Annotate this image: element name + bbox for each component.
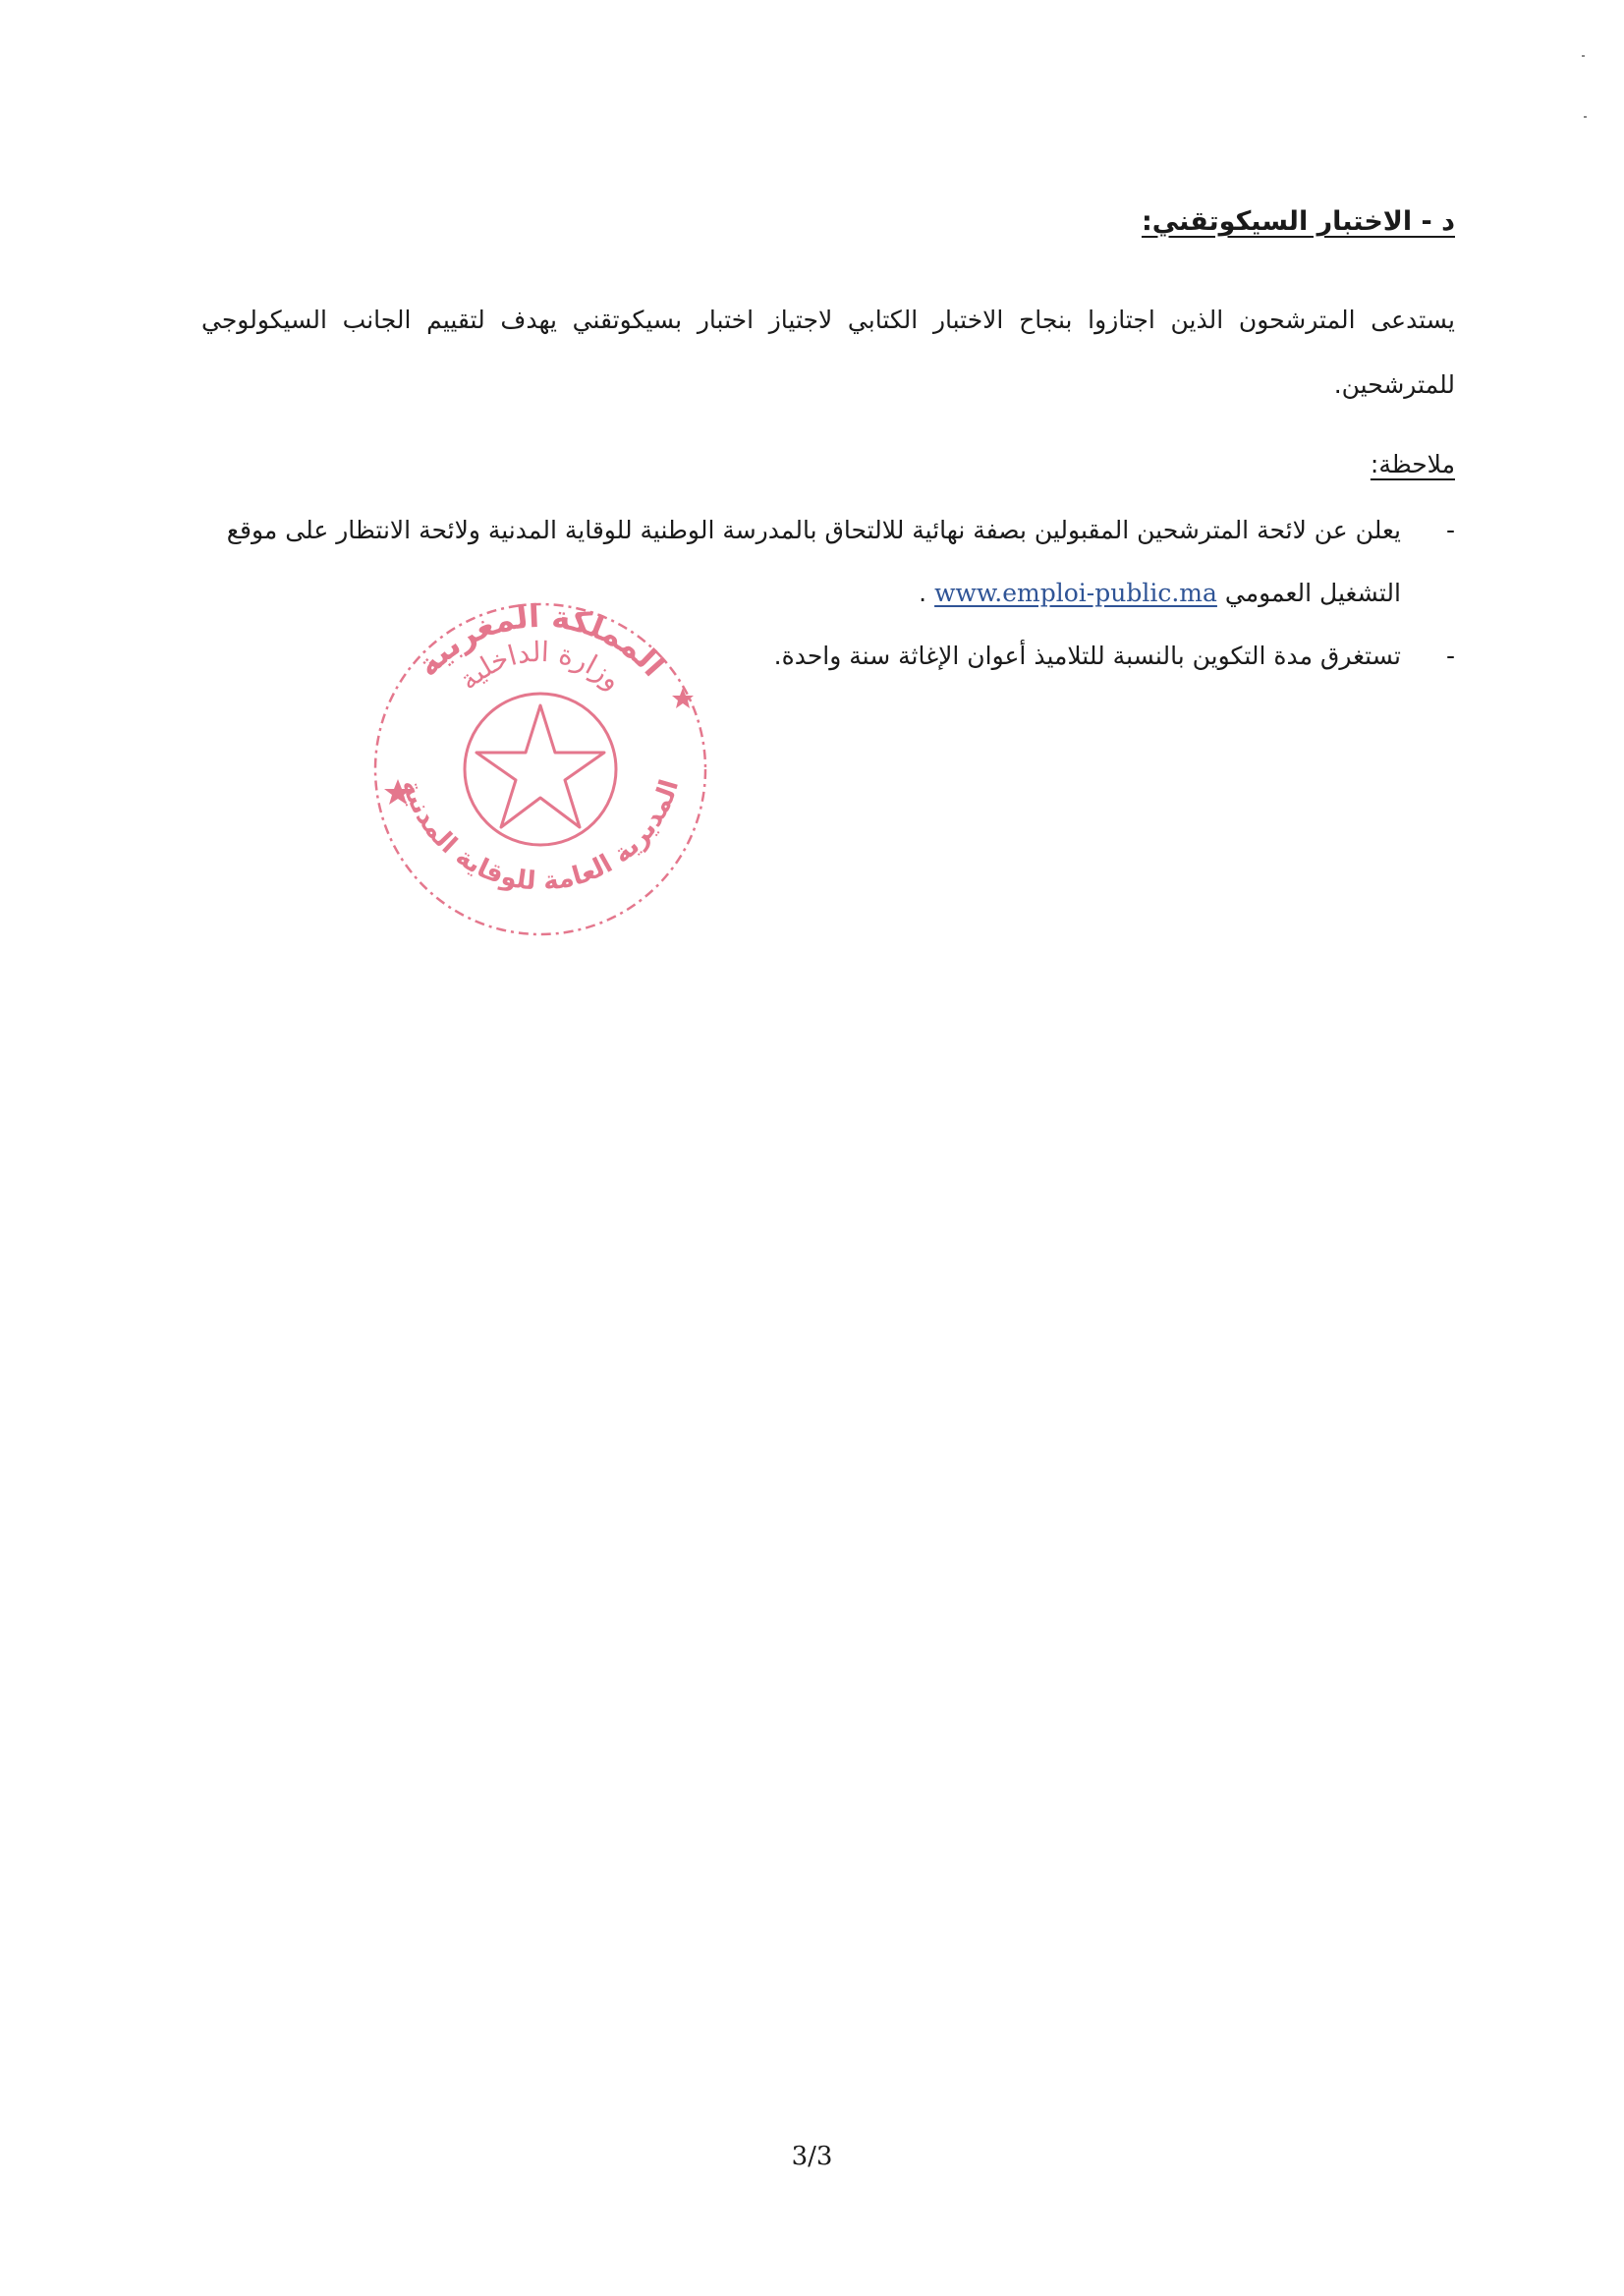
stamp-inner-ring <box>465 694 616 845</box>
stamp-text-top: المملكة المغربية <box>409 596 673 684</box>
note-text: تستغرق مدة التكوين بالنسبة للتلاميذ أعوان الإغاثة سنة واحدة. <box>773 642 1401 670</box>
page-number: 3/3 <box>791 2142 833 2171</box>
star-icon <box>672 688 694 708</box>
list-bullet: - <box>1445 516 1455 544</box>
emploi-public-link[interactable]: www.emploi-public.ma <box>934 579 1217 607</box>
note-text: يعلن عن لائحة المترشحين المقبولين بصفة نهائية للالتحاق بالمدرسة الوطنية للوقاية المدنية ولائحة الانتظار على موقع التشغيل العمومي <box>226 516 1401 607</box>
scan-speck <box>1584 116 1587 118</box>
note-heading: ملاحظة: <box>1370 450 1455 478</box>
official-stamp <box>359 588 722 951</box>
section-paragraph: يستدعى المترشحون الذين اجتازوا بنجاح الاختبار الكتابي لاجتياز اختبار بسيكوتقني يهدف لتقييم الجانب السيكولوجي للمترشحين. <box>201 306 1455 399</box>
scan-speck <box>1582 55 1585 57</box>
stamp-text-inner: وزارة الداخلية <box>452 635 629 697</box>
list-bullet: - <box>1445 642 1455 670</box>
note-suffix: . <box>919 579 935 607</box>
stamp-text-bottom: المديرية العامة للوقاية المدنية <box>395 775 686 897</box>
section-heading: د - الاختبار السيكوتقني: <box>1141 206 1455 237</box>
pentagram-icon <box>476 705 604 827</box>
